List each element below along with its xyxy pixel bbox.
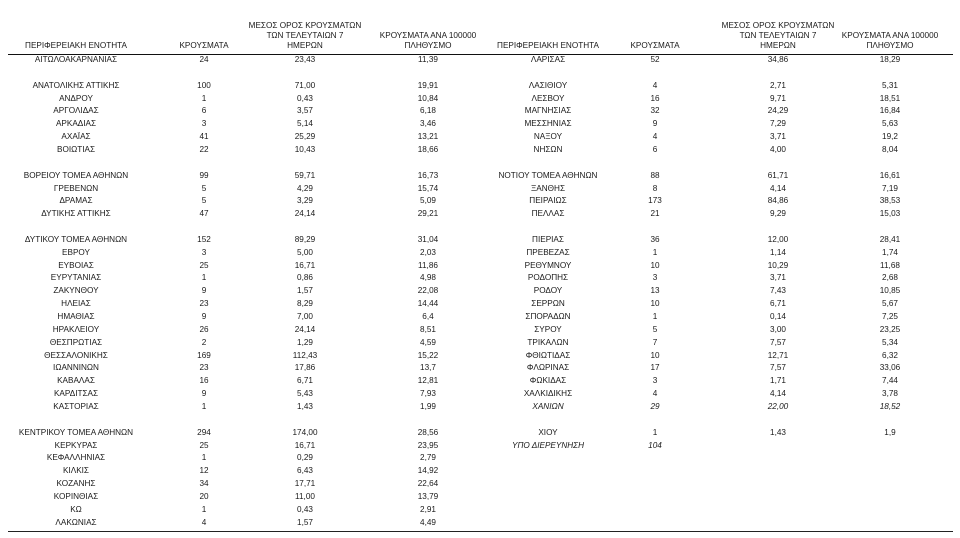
left-table-cases-value: 23 (199, 363, 209, 373)
left-table-region-name: ΕΥΡΥΤΑΝΙΑΣ (50, 273, 102, 283)
left-table-cases-per-100k-value: 28,56 (417, 427, 439, 437)
left-region-header: ΠΕΡΙΦΕΡΕΙΑΚΗ ΕΝΟΤΗΤΑ (25, 41, 127, 50)
left-table-cases-value: 294 (197, 427, 211, 437)
left-table-region-name: ΓΡΕΒΕΝΩΝ (53, 183, 99, 193)
left-table-cases-per-100k-value: 4,98 (420, 273, 436, 283)
left-table-region-name: ΚΙΛΚΙΣ (62, 466, 90, 476)
left-table-cases-value: 34 (199, 479, 209, 489)
left-table-cases-value: 5 (201, 183, 207, 193)
right-table-cases-value: 88 (650, 170, 660, 180)
right-table-seven-day-average-value: 84,86 (767, 196, 789, 206)
left-table-region-name: ΑΧΑΪΑΣ (61, 132, 91, 142)
right-table-cases-per-100k-value: 15,03 (879, 209, 901, 219)
left-table-cases-per-100k-value: 15,22 (417, 350, 439, 360)
right-table-region-name: ΥΠΟ ΔΙΕΡΕΥΝΗΣΗ (512, 440, 584, 450)
left-table-seven-day-average-value: 6,43 (297, 466, 313, 476)
right-table-region-name: ΝΟΤΙΟΥ ΤΟΜΕΑ ΑΘΗΝΩΝ (498, 170, 598, 180)
right-cases-header: ΚΡΟΥΣΜΑΤΑ (630, 41, 680, 50)
right-table-seven-day-average-value: 3,71 (770, 273, 786, 283)
right-table-seven-day-average-value: 4,00 (770, 144, 786, 154)
left-table-cases-per-100k-value: 15,74 (417, 183, 439, 193)
left-table-cases-per-100k-value: 22,08 (417, 286, 439, 296)
right-table-seven-day-average-value: 4,14 (770, 389, 786, 399)
right-table-region-name: ΣΠΟΡΑΔΩΝ (525, 312, 571, 321)
left-table-cases-value: 169 (197, 350, 211, 360)
left-table-seven-day-average-value: 24,14 (294, 209, 316, 219)
right-table-cases-per-100k-value: 18,29 (879, 55, 901, 64)
left-table-cases-per-100k-value: 31,04 (417, 234, 439, 244)
left-table-cases-per-100k-value: 12,81 (417, 376, 439, 386)
left-table-seven-day-average-value: 112,43 (292, 350, 318, 360)
right-table-seven-day-average-value: 22,00 (767, 401, 789, 411)
left-table-cases-per-100k-value: 16,73 (417, 170, 439, 180)
right-table-region-name: ΤΡΙΚΑΛΩΝ (527, 337, 569, 347)
right-table-region-name: ΡΕΘΥΜΝΟΥ (524, 260, 572, 270)
left-table-region-name: ΗΜΑΘΙΑΣ (57, 312, 95, 321)
right-table-region-name: ΞΑΝΘΗΣ (530, 183, 566, 193)
right-table-cases-per-100k-value: 5,63 (882, 119, 898, 129)
left-table-cases-value: 1 (201, 93, 207, 103)
right-table-cases-value: 36 (650, 234, 660, 244)
left-table-cases-per-100k-value: 23,95 (417, 440, 439, 450)
right-table-region-name: ΛΑΡΙΣΑΣ (530, 55, 566, 64)
left-table-seven-day-average-value: 0,43 (297, 504, 313, 514)
left-cases-header: ΚΡΟΥΣΜΑΤΑ (179, 41, 229, 50)
left-table-cases-per-100k-value: 18,66 (417, 144, 439, 154)
right-table-cases-per-100k-value: 3,78 (882, 389, 898, 399)
left-table-seven-day-average-value: 17,71 (294, 479, 316, 489)
right-table-seven-day-average-value: 1,14 (770, 247, 786, 257)
right-seven-day-average-header: ΜΕΣΟΣ ΟΡΟΣ ΚΡΟΥΣΜΑΤΩΝ ΤΩΝ ΤΕΛΕΥΤΑΙΩΝ 7 ΗΜΕΡΩΝ (721, 21, 835, 50)
right-table-cases-per-100k-value: 1,9 (884, 427, 896, 437)
left-table-region-name: ΘΕΣΣΑΛΟΝΙΚΗΣ (44, 350, 108, 360)
left-table-cases-value: 23 (199, 299, 209, 309)
left-table-cases-value: 152 (197, 234, 211, 244)
right-table-seven-day-average-value: 12,71 (767, 350, 789, 360)
right-cases-per-100k-header: ΚΡΟΥΣΜΑΤΑ ΑΝΑ 100000 ΠΛΗΘΥΣΜΟ (841, 31, 939, 50)
left-table-cases-value: 22 (199, 144, 209, 154)
left-table-cases-value: 99 (199, 170, 209, 180)
left-table-region-name: ΕΥΒΟΙΑΣ (58, 260, 94, 270)
right-table-cases-per-100k-value: 5,67 (882, 299, 898, 309)
right-table-region-name: ΛΕΣΒΟΥ (531, 93, 565, 103)
left-table-cases-per-100k-value: 13,79 (417, 491, 439, 501)
right-table-seven-day-average-value: 12,00 (767, 234, 789, 244)
right-table-seven-day-average-value: 34,86 (767, 55, 789, 64)
left-table-seven-day-average-value: 24,14 (294, 324, 316, 334)
left-table-seven-day-average-value: 71,00 (294, 80, 316, 90)
right-table-cases-per-100k-value: 16,84 (879, 106, 901, 116)
left-cases-per-100k-header: ΚΡΟΥΣΜΑΤΑ ΑΝΑ 100000 ΠΛΗΘΥΣΜΟ (379, 31, 477, 50)
left-table-region-name: ΕΒΡΟΥ (62, 247, 90, 257)
right-table-cases-value: 17 (650, 363, 660, 373)
right-table-cases-value: 10 (650, 299, 660, 309)
right-table-seven-day-average-value: 6,71 (770, 299, 786, 309)
right-table-cases-per-100k-value: 5,31 (882, 80, 898, 90)
left-table-region-name: ΚΟΖΑΝΗΣ (56, 479, 96, 489)
right-table-cases-value: 3 (652, 376, 658, 386)
right-table-cases-value: 3 (652, 273, 658, 283)
right-table-seven-day-average-value: 4,14 (770, 183, 786, 193)
left-table-cases-per-100k-value: 11,39 (418, 55, 438, 64)
right-table-region-name: ΠΕΙΡΑΙΩΣ (529, 196, 567, 206)
right-table-region-name: ΣΕΡΡΩΝ (531, 299, 565, 309)
right-table-cases-value: 5 (652, 324, 658, 334)
right-table-cases-per-100k-value: 1,74 (882, 247, 898, 257)
left-table-cases-value: 1 (201, 504, 207, 514)
right-table-cases-value: 10 (650, 260, 660, 270)
right-table-cases-per-100k-value: 7,44 (882, 376, 898, 386)
left-table-cases-value: 9 (201, 286, 207, 296)
left-table-cases-per-100k-value: 13,21 (417, 132, 439, 142)
left-table-seven-day-average-value: 8,29 (297, 299, 313, 309)
left-table-region-name: ΗΡΑΚΛΕΙΟΥ (52, 324, 100, 334)
left-table-cases-value: 1 (201, 453, 207, 463)
left-table-cases-per-100k-value: 10,84 (417, 93, 439, 103)
left-table-seven-day-average-value: 3,57 (297, 106, 313, 116)
left-table-cases-per-100k-value: 2,79 (420, 453, 436, 463)
left-table-cases-value: 1 (201, 401, 207, 411)
right-table-region-name: ΧΑΝΙΩΝ (532, 401, 564, 411)
right-table-seven-day-average-value: 3,00 (770, 324, 786, 334)
left-table-seven-day-average-value: 25,29 (294, 132, 316, 142)
left-table-region-name: ΖΑΚΥΝΘΟΥ (53, 286, 99, 296)
left-table-cases-value: 3 (201, 119, 207, 129)
left-table-region-name: ΑΡΓΟΛΙΔΑΣ (53, 106, 99, 116)
right-table-cases-per-100k-value: 8,04 (882, 144, 898, 154)
right-table-cases-value: 21 (650, 209, 660, 219)
left-table-cases-per-100k-value: 7,93 (420, 389, 436, 399)
left-table-seven-day-average-value: 23,43 (294, 55, 316, 64)
left-table-cases-per-100k-value: 1,99 (420, 401, 436, 411)
left-table-cases-value: 25 (199, 440, 209, 450)
left-table-seven-day-average-value: 0,29 (297, 453, 313, 463)
left-table-cases-value: 4 (201, 517, 207, 527)
right-table-seven-day-average-value: 7,43 (770, 286, 786, 296)
left-table-cases-value: 24 (199, 55, 209, 64)
right-table-cases-per-100k-value: 18,52 (879, 401, 901, 411)
left-table-cases-per-100k-value: 13,7 (420, 363, 436, 373)
left-table-cases-value: 20 (199, 491, 209, 501)
left-table-seven-day-average-value: 174,00 (292, 427, 318, 437)
right-table-cases-per-100k-value: 7,25 (882, 312, 898, 321)
left-table-cases-per-100k-value: 19,91 (417, 80, 439, 90)
left-table-cases-per-100k-value: 6,4 (422, 312, 434, 321)
left-table-cases-value: 6 (201, 106, 207, 116)
left-table-region-name: ΑΝΑΤΟΛΙΚΗΣ ΑΤΤΙΚΗΣ (32, 80, 120, 90)
left-table-seven-day-average-value: 1,43 (297, 401, 313, 411)
right-table-region-name: ΧΙΟΥ (538, 427, 558, 437)
left-table-region-name: ΗΛΕΙΑΣ (61, 299, 91, 309)
left-table-seven-day-average-value: 11,00 (295, 491, 315, 501)
left-table-seven-day-average-value: 17,86 (294, 363, 316, 373)
left-table-seven-day-average-value: 1,57 (297, 517, 313, 527)
left-table-cases-per-100k-value: 14,92 (417, 466, 439, 476)
right-table-region-name: ΡΟΔΟΥ (533, 286, 563, 296)
right-table-cases-value: 8 (652, 183, 658, 193)
left-table-region-name: ΘΕΣΠΡΩΤΙΑΣ (49, 337, 103, 347)
right-table-region-name: ΜΑΓΝΗΣΙΑΣ (524, 106, 572, 116)
left-table-region-name: ΚΕΦΑΛΛΗΝΙΑΣ (46, 453, 106, 463)
right-table-region-name: ΛΑΣΙΘΙΟΥ (528, 80, 568, 90)
left-table-seven-day-average-value: 16,71 (294, 440, 316, 450)
right-table-cases-value: 6 (652, 144, 658, 154)
left-table-seven-day-average-value: 1,57 (297, 286, 313, 296)
right-table-seven-day-average-value: 9,71 (770, 93, 786, 103)
left-table-cases-value: 2 (201, 337, 207, 347)
left-table-region-name: ΔΥΤΙΚΟΥ ΤΟΜΕΑ ΑΘΗΝΩΝ (24, 234, 128, 244)
right-table-cases-per-100k-value: 2,68 (882, 273, 898, 283)
right-table-cases-value: 104 (648, 440, 662, 450)
right-table-cases-per-100k-value: 11,68 (880, 260, 900, 270)
left-table-cases-per-100k-value: 4,59 (420, 337, 436, 347)
right-table-region-name: ΡΟΔΟΠΗΣ (527, 273, 569, 283)
left-table-cases-per-100k-value: 11,86 (418, 260, 438, 270)
left-table-cases-value: 5 (201, 196, 207, 206)
left-table-region-name: ΙΩΑΝΝΙΝΩΝ (53, 363, 99, 373)
right-table-cases-value: 9 (652, 119, 658, 129)
right-table-cases-per-100k-value: 18,51 (879, 93, 901, 103)
table-bottom-rule (8, 531, 953, 532)
left-table-region-name: ΔΥΤΙΚΗΣ ΑΤΤΙΚΗΣ (41, 209, 111, 219)
right-table-cases-value: 13 (650, 286, 660, 296)
right-table-cases-per-100k-value: 7,19 (882, 183, 898, 193)
right-table-cases-value: 1 (652, 427, 658, 437)
right-table-cases-value: 7 (652, 337, 658, 347)
right-table-region-name: ΦΛΩΡΙΝΑΣ (526, 363, 570, 373)
left-table-region-name: ΚΑΡΔΙΤΣΑΣ (53, 389, 99, 399)
right-table-cases-per-100k-value: 38,53 (879, 196, 901, 206)
left-table-region-name: ΚΕΝΤΡΙΚΟΥ ΤΟΜΕΑ ΑΘΗΝΩΝ (18, 427, 134, 437)
right-table-seven-day-average-value: 1,71 (770, 376, 786, 386)
left-table-region-name: ΚΑΣΤΟΡΙΑΣ (53, 401, 99, 411)
right-table-cases-value: 29 (650, 401, 660, 411)
left-table-cases-value: 41 (199, 132, 209, 142)
left-table-seven-day-average-value: 16,71 (294, 260, 316, 270)
right-table-cases-value: 4 (652, 80, 658, 90)
left-table-seven-day-average-value: 3,29 (297, 196, 313, 206)
right-table-seven-day-average-value: 1,43 (770, 427, 786, 437)
left-table-cases-per-100k-value: 29,21 (417, 209, 439, 219)
left-table-cases-per-100k-value: 3,46 (420, 119, 436, 129)
left-table-region-name: ΚΩ (70, 504, 82, 514)
right-table-region-name: ΦΘΙΩΤΙΔΑΣ (525, 350, 571, 360)
left-table-region-name: ΑΝΔΡΟΥ (59, 93, 93, 103)
right-table-region-name: ΝΗΣΩΝ (533, 144, 563, 154)
left-table-seven-day-average-value: 0,43 (297, 93, 313, 103)
right-table-region-name: ΠΡΕΒΕΖΑΣ (526, 247, 570, 257)
left-table-seven-day-average-value: 4,29 (297, 183, 313, 193)
left-table-seven-day-average-value: 10,43 (294, 144, 316, 154)
left-table-cases-value: 1 (201, 273, 207, 283)
left-table-seven-day-average-value: 0,86 (297, 273, 313, 283)
right-table-region-name: ΜΕΣΣΗΝΙΑΣ (524, 119, 572, 129)
left-table-cases-per-100k-value: 2,03 (420, 247, 436, 257)
right-table-cases-value: 4 (652, 389, 658, 399)
left-table-region-name: ΒΟΡΕΙΟΥ ΤΟΜΕΑ ΑΘΗΝΩΝ (23, 170, 129, 180)
right-table-seven-day-average-value: 2,71 (770, 80, 786, 90)
left-table-region-name: ΚΑΒΑΛΑΣ (57, 376, 95, 386)
right-table-cases-per-100k-value: 10,85 (879, 286, 901, 296)
left-table-seven-day-average-value: 6,71 (297, 376, 313, 386)
right-table-cases-value: 32 (650, 106, 660, 116)
right-table-cases-value: 1 (652, 247, 658, 257)
right-table-region-name: ΝΑΞΟΥ (533, 132, 563, 142)
left-table-seven-day-average-value: 1,29 (297, 337, 313, 347)
left-table-cases-per-100k-value: 6,18 (420, 106, 436, 116)
left-table-seven-day-average-value: 5,14 (297, 119, 313, 129)
right-table-region-name: ΦΩΚΙΔΑΣ (529, 376, 567, 386)
right-table-region-name: ΠΕΛΛΑΣ (531, 209, 565, 219)
left-table-cases-per-100k-value: 14,44 (417, 299, 439, 309)
left-table-cases-value: 100 (197, 80, 211, 90)
left-table-cases-value: 26 (199, 324, 209, 334)
right-table-region-name: ΣΥΡΟΥ (534, 324, 562, 334)
left-table-cases-per-100k-value: 4,49 (420, 517, 436, 527)
right-table-cases-per-100k-value: 16,61 (879, 170, 901, 180)
left-table-region-name: ΑΡΚΑΔΙΑΣ (55, 119, 97, 129)
right-table-cases-per-100k-value: 19,2 (882, 132, 898, 142)
right-table-seven-day-average-value: 24,29 (767, 106, 789, 116)
left-seven-day-average-header: ΜΕΣΟΣ ΟΡΟΣ ΚΡΟΥΣΜΑΤΩΝ ΤΩΝ ΤΕΛΕΥΤΑΙΩΝ 7 ΗΜΕΡΩΝ (248, 21, 362, 50)
left-table-cases-value: 9 (201, 312, 207, 321)
left-table-cases-value: 12 (199, 466, 209, 476)
right-table-seven-day-average-value: 9,29 (770, 209, 786, 219)
right-table-cases-value: 4 (652, 132, 658, 142)
right-table-cases-value: 173 (648, 196, 662, 206)
left-table-cases-value: 47 (199, 209, 209, 219)
right-table-seven-day-average-value: 7,57 (770, 337, 786, 347)
left-table-region-name: ΚΕΡΚΥΡΑΣ (54, 440, 98, 450)
left-table-seven-day-average-value: 5,00 (297, 247, 313, 257)
right-table-region-name: ΠΙΕΡΙΑΣ (532, 234, 564, 244)
left-table-seven-day-average-value: 5,43 (297, 389, 313, 399)
right-region-header: ΠΕΡΙΦΕΡΕΙΑΚΗ ΕΝΟΤΗΤΑ (497, 41, 599, 50)
right-table-cases-value: 52 (650, 55, 660, 64)
left-table-region-name: ΛΑΚΩΝΙΑΣ (55, 517, 97, 527)
left-table-seven-day-average-value: 7,00 (297, 312, 313, 321)
left-table-region-name: ΚΟΡΙΝΘΙΑΣ (53, 491, 99, 501)
left-table-region-name: ΔΡΑΜΑΣ (59, 196, 93, 206)
left-table-cases-value: 3 (201, 247, 207, 257)
left-table-cases-per-100k-value: 2,91 (420, 504, 436, 514)
right-table-cases-per-100k-value: 6,32 (882, 350, 898, 360)
left-table-seven-day-average-value: 59,71 (294, 170, 316, 180)
left-table-region-name: ΒΟΙΩΤΙΑΣ (56, 144, 96, 154)
right-table-cases-per-100k-value: 23,25 (879, 324, 901, 334)
left-table-seven-day-average-value: 89,29 (294, 234, 316, 244)
right-table-seven-day-average-value: 61,71 (767, 170, 789, 180)
header-underline-left (8, 54, 953, 55)
right-table-seven-day-average-value: 3,71 (770, 132, 786, 142)
left-table-cases-value: 9 (201, 389, 207, 399)
right-table-cases-per-100k-value: 28,41 (879, 234, 901, 244)
left-table-cases-per-100k-value: 5,09 (420, 196, 436, 206)
left-table-region-name: ΑΙΤΩΛΟΑΚΑΡΝΑΝΙΑΣ (34, 55, 118, 64)
right-table-seven-day-average-value: 7,57 (770, 363, 786, 373)
right-table-seven-day-average-value: 10,29 (767, 260, 789, 270)
left-table-cases-per-100k-value: 22,64 (417, 479, 439, 489)
right-table-cases-value: 1 (652, 312, 658, 321)
right-table-region-name: ΧΑΛΚΙΔΙΚΗΣ (523, 389, 573, 399)
left-table-cases-per-100k-value: 8,51 (420, 324, 436, 334)
left-table-cases-value: 25 (199, 260, 209, 270)
right-table-seven-day-average-value: 7,29 (770, 119, 786, 129)
right-table-seven-day-average-value: 0,14 (770, 312, 786, 321)
right-table-cases-value: 16 (650, 93, 660, 103)
right-table-cases-value: 10 (650, 350, 660, 360)
right-table-cases-per-100k-value: 33,06 (879, 363, 901, 373)
right-table-cases-per-100k-value: 5,34 (882, 337, 898, 347)
left-table-cases-value: 16 (199, 376, 209, 386)
